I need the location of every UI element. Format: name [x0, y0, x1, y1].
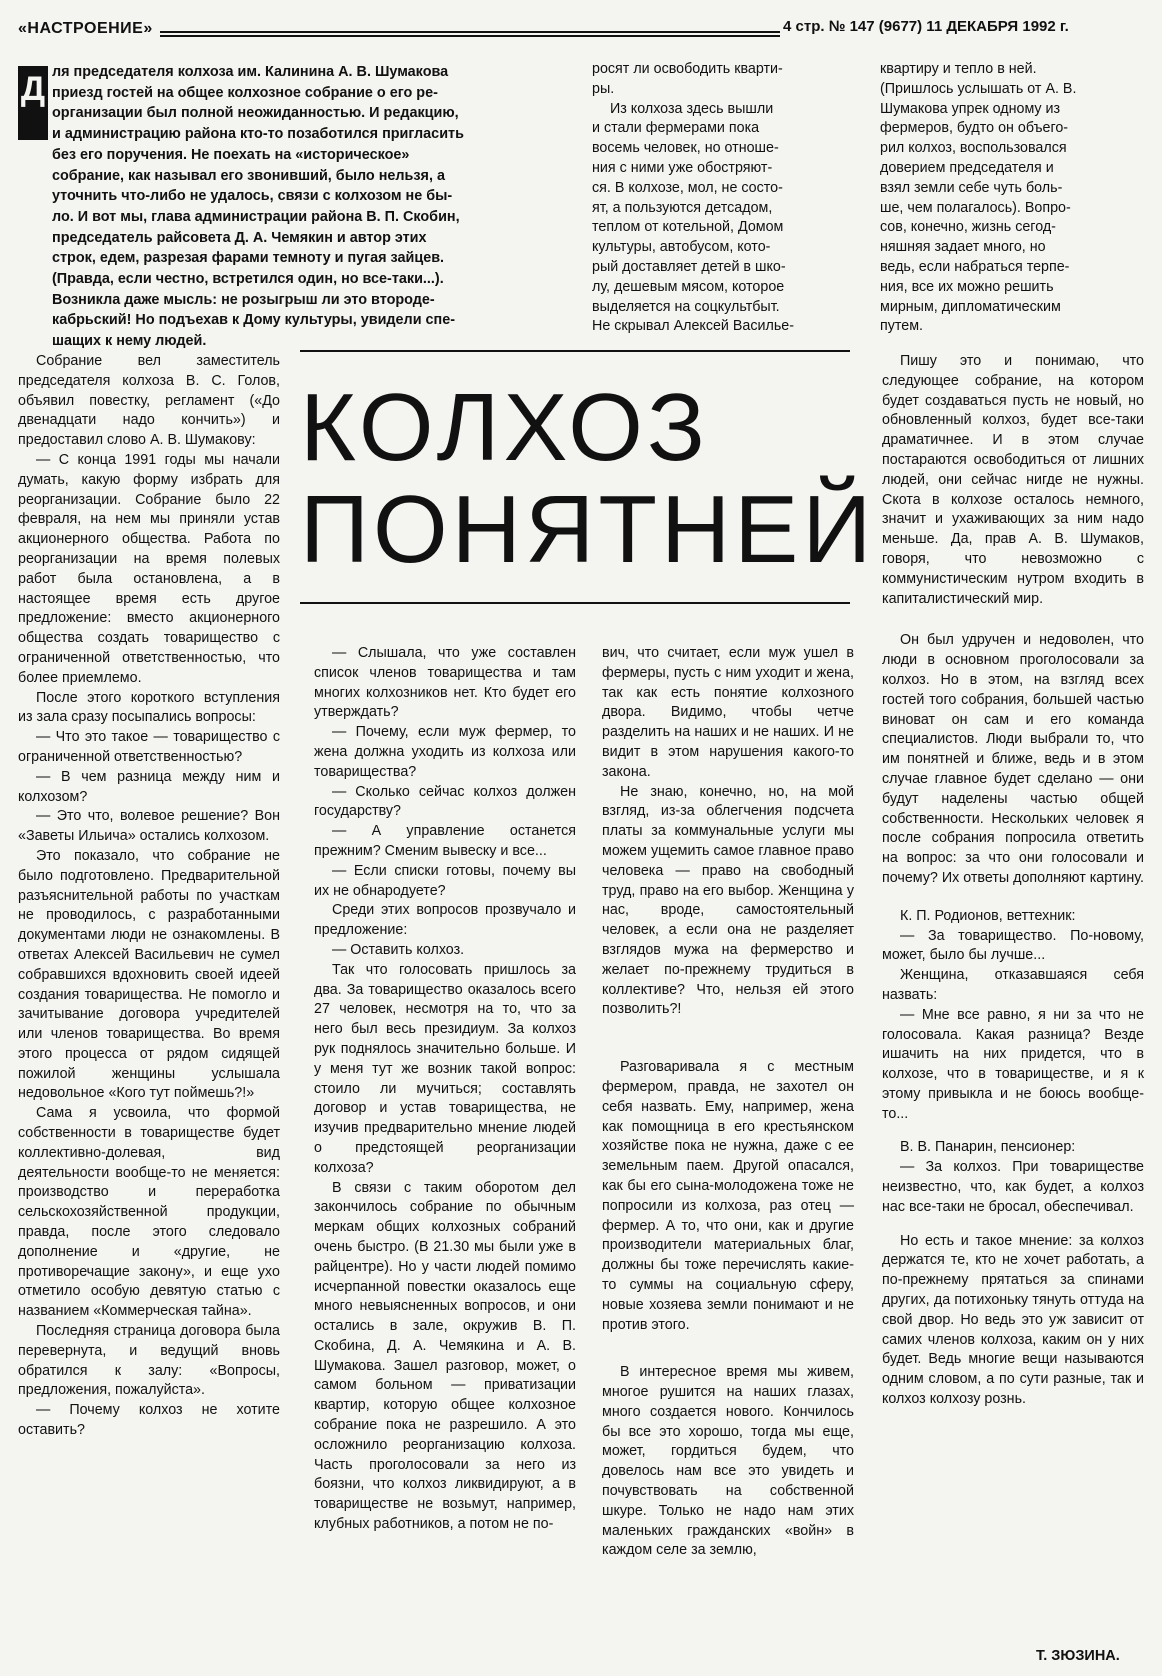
- text-line: Из колхоза здесь вышли: [610, 100, 774, 117]
- paragraph: — Оставить колхоз.: [332, 941, 465, 958]
- paragraph: Так что голосовать пришлось за два. За товарищество оказалось всего 27 человек, несмотря на то, что за него был весь президиум. За колхоз рук поднялось значительно больше. И у меня тут же возник такой вопрос: стоило ли мучиться; составлять договор и устав товарищества, не изучив предварительно мнение людей о предстоящей реорганизации колхоза?: [314, 961, 576, 1176]
- lead-line: организации был полной неожиданностью. И редакцию,: [52, 105, 459, 122]
- lead-line: Возникла даже мысль: не розыгрыш ли это второде-: [52, 291, 435, 308]
- header-rule: [160, 31, 780, 37]
- text-line: лу, дешевым мясом, которое: [592, 278, 785, 295]
- paragraph: Последняя страница договора была перевернута, и ведущий вновь обратился к залу: «Вопросы, предложения, пожалуйста».: [18, 1323, 280, 1399]
- text-line: и стали фермерами пока: [592, 120, 760, 137]
- lead-line: приезд гостей на общее колхозное собрание о его ре-: [52, 84, 438, 101]
- column-1: [18, 352, 280, 1441]
- text-line: фермеров, будто он объего-: [880, 120, 1069, 137]
- issue-info: 4 стр. № 147 (9677) 11 ДЕКАБРЯ 1992 г.: [783, 18, 1069, 35]
- headline-rule-bottom: [300, 602, 850, 604]
- paragraph: — Слышала, что уже составлен список членов товарищества и там многих колхозников нет. Кто будет его утверждать?: [314, 645, 576, 721]
- paragraph: После этого короткого вступления из зала сразу посыпались вопросы:: [18, 689, 280, 726]
- text-line: ше, чем полагалось). Вопро-: [880, 199, 1071, 216]
- text-line: Не скрывал Алексей Василье-: [592, 318, 795, 335]
- paragraph: Но есть и такое мнение: за колхоз держатся те, кто не хочет работать, а по-прежнему прятаться за спинами других, да потихоньку тянуть оттуда на свой двор. Но ведь это уж зависит от самих членов колхоза, каким он у них будет. Ведь многие вещи называются одним словом, а по сути разные, так и колхоз колхозу рознь.: [882, 1232, 1144, 1408]
- headline-line-2: ПОНЯТНЕЙ: [300, 476, 876, 583]
- lead-line: и администрацию района кто-то позаботился пригласить: [52, 126, 464, 143]
- paragraph: Собрание вел заместитель председателя колхоза В. С. Голов, объявил повестку, регламент («До двенадцати надо кончить») и предоставил слово А. В. Шумакову:: [18, 353, 280, 449]
- paragraph: В связи с таким оборотом дел закончилось собрание по обычным меркам общих колхозных собраний очень быстро. (В 21.30 мы были уже в райцентре). Но у части людей помимо исчерпанной повестки оказалось еще много невыясненных вопросов, и они остались в зале, окружив В. П. Скобина, Д. А. Чемякина и А. В. Шумакова. Зашел разговор, может, о самом больном — приватизации квартир, которую общее колхозное собрание пока не разрешило. А это осложнило реорганизацию колхоза. Часть проголосовали за него из боязни, что колхоз ликвидируют, а в товариществе не возьмут, например, клубных работников, а потом не по-: [314, 1179, 576, 1533]
- text-line: ры.: [592, 80, 615, 97]
- text-line: восемь человек, но отноше-: [592, 140, 779, 157]
- lead-line: шащих к нему людей.: [52, 333, 207, 350]
- lead-line: председатель райсовета Д. А. Чемякин и автор этих: [52, 229, 427, 246]
- paragraph: К. П. Родионов, веттехник:: [900, 907, 1076, 924]
- column-3: [602, 644, 854, 1561]
- section-label: «НАСТРОЕНИЕ»: [18, 20, 153, 37]
- text-line: доверием председателя и: [880, 159, 1054, 176]
- lead-line: (Правда, если честно, встретился один, но все-таки...).: [52, 271, 444, 288]
- text-line: няшняя задает много, но: [880, 239, 1046, 256]
- headline-line-1: КОЛХОЗ: [300, 374, 709, 481]
- paragraph: Женщина, отказавшаяся себя назвать:: [882, 967, 1144, 1003]
- paragraph: В. В. Панарин, пенсионер:: [900, 1139, 1076, 1156]
- lead-line: уточнить что-либо не удалось, связи с колхозом не бы-: [52, 188, 453, 205]
- paragraph: вич, что считает, если муж ушел в фермеры, пусть с ним уходит и жена, так как есть понятие колхозного двора. Видимо, чтобы четче разделить на наших и не наших. И не видит в этом нарушения какого-то закона.: [602, 645, 854, 780]
- column-top-right: [880, 60, 1142, 337]
- author-signature: Т. ЗЮЗИНА.: [1036, 1648, 1120, 1664]
- text-line: ведь, если набраться терпе-: [880, 258, 1070, 275]
- text-line: путем.: [880, 318, 924, 335]
- lead-line: ло. И вот мы, глава администрации района В. П. Скобин,: [52, 208, 460, 225]
- lead-paragraph: [52, 62, 540, 352]
- text-line: росят ли освободить кварти-: [592, 61, 783, 77]
- text-line: теплом от котельной, Домом: [592, 219, 784, 236]
- paragraph: Пишу это и понимаю, что следующее собрание, на котором будет создаваться пусть не новый, но обновленный колхоз, будет все-таки драматичнее. И в этом случае постараются освободиться от лишних людей, они сейчас нигде не нужны. Скота в колхозе осталось немного, значит и ухаживающих за ним надо меньше. Да, прав А. В. Шумаков, говоря, что невозможно с коммунистическим нутром входить в капиталистический мир.: [882, 353, 1144, 607]
- paragraph: — Мне все равно, я ни за что не голосовала. Какая разница? Везде ишачить на них придется, что в колхозе, что в товариществе, и я к этому привыкла и не боюсь вообще-то...: [882, 1006, 1144, 1122]
- lead-line: кабрьский! Но подъехав к Дому культуры, увидели спе-: [52, 312, 456, 329]
- text-line: культуры, автобусом, кото-: [592, 239, 771, 256]
- paragraph: Это показало, что собрание не было подготовлено. Предварительной разъяснительной работы по участкам не проводилось, с разработанными документами люди не ознакомлены. В ответах Алексей Васильевич не сумел собравшихся вдохновить своей идеей создания товарищества. Не помогло и зачитывание договора учредителей или членов товарищества. Во время этого процесса от рядом сидящей пожилой женщины услышала недовольное «Кого тут поймешь?!»: [18, 847, 280, 1102]
- paragraph: — Это что, волевое решение? Вон «Заветы Ильича» остались колхозом.: [18, 808, 280, 845]
- paragraph: — Что это такое — товарищество с ограниченной ответственностью?: [18, 729, 280, 765]
- text-line: ся. В колхозе, мол, не состо-: [592, 179, 783, 196]
- paragraph: — С конца 1991 годы мы начали думать, какую форму избрать для реорганизации. Собрание было 22 февраля, на нем мы приняли устав акционерного общества. Работа по реорганизации на время полевых работ была остановлена, а в настоящее время есть другое предложение: вместо акционерного общества создать товарищество с ограниченной ответственностью, что более приемлемо.: [18, 451, 280, 686]
- paragraph: — Почему, если муж фермер, то жена должна уходить из колхоза или товарищества?: [314, 724, 576, 780]
- paragraph: Разговаривала я с местным фермером, правда, не захотел он себя назвать. Ему, например, жена как помощница в его крестьянском хозяйстве пока не нужна, даже с ее земельным паем. Другой опасался, как бы его сына-молодожена тоже не попросили из колхоза, раз отец — фермер. А то, что они, как и другие производители материальных благ, должны бы тоже перечислять какие-то суммы на социальную сферу, новые хозяева земли понимают и не против этого.: [602, 1059, 854, 1333]
- text-line: мирным, дипломатическим: [880, 298, 1061, 315]
- text-line: взял земли себе чуть боль-: [880, 179, 1063, 196]
- paragraph: — А управление останется прежним? Сменим вывеску и все...: [314, 823, 576, 859]
- text-line: выделяется на соцкультбыт.: [592, 298, 780, 315]
- text-line: рый доставляет детей в шко-: [592, 258, 786, 275]
- text-line: рил колхоз, воспользовался: [880, 140, 1067, 157]
- paragraph: В интересное время мы живем, многое рушится на наших глазах, много создается нового. Кончилось бы все это хорошо, тогда мы еще, может, гордиться будем, что довелось нам все это увидеть и почувствовать на собственной шкуре. Только не надо нам этих маленьких гражданских «войн» в каждом селе за землю,: [602, 1364, 854, 1559]
- text-line: ят, а пользуются детсадом,: [592, 199, 773, 216]
- lead-line: ля председателя колхоза им. Калинина А. В. Шумакова: [52, 64, 449, 80]
- paragraph: — В чем разница между ним и колхозом?: [18, 768, 280, 805]
- paragraph: Среди этих вопросов прозвучало и предложение:: [314, 902, 576, 939]
- lead-line: без его поручения. Не поехать на «историческое»: [52, 146, 410, 163]
- paragraph: — За колхоз. При товариществе неизвестно, что, как будет, а колхоз нас все-таки не бросал, обеспечивал.: [882, 1159, 1144, 1215]
- lead-line: строк, едем, разрезая фарами темноту и пугая зайцев.: [52, 250, 445, 267]
- paragraph: Сама я усвоила, что формой собственности в товариществе будет коллективно-долевая, вид деятельности вообще-то не меняется: производство и переработка сельскохозяйственной продукции, правда, после этого следовало дополнение и «другие, не противоречащие закону», и еще уxo отметило особую девятую статью с названием «Коммерческая тайна».: [18, 1105, 280, 1320]
- paragraph: — Если списки готовы, почему вы их не обнародуете?: [314, 862, 576, 899]
- column-4: [882, 352, 1144, 1410]
- paragraph: Не знаю, конечно, но, на мой взгляд, из-за облегчения подсчета платы за коммунальные услуги мы можем ущемить самое главное право человека — право на свободный труд, право на его выбор. Женщина у нас, вроде, самостоятельный человек, а если она не разделяет взглядов мужа на фермерство и желает по-прежнему трудиться в коллективе? Что, нельзя ей этого позволить?!: [602, 783, 854, 1018]
- text-line: ния с ними уже обостряют-: [592, 159, 773, 176]
- text-line: сов, конечно, жизнь сегод-: [880, 219, 1056, 236]
- lead-line: собрание, как называл его звонивший, было нельзя, а: [52, 167, 445, 184]
- text-line: (Пришлось услышать от А. В.: [880, 80, 1077, 97]
- paragraph: — Почему колхоз не хотите оставить?: [18, 1402, 280, 1439]
- paragraph: — За товарищество. По-новому, может, было бы лучше...: [882, 927, 1144, 964]
- text-line: Шумакова упрек одному из: [880, 100, 1061, 117]
- paragraph: — Сколько сейчас колхоз должен государству?: [314, 783, 576, 820]
- column-2: [314, 644, 576, 1535]
- text-line: ния, все их можно решить: [880, 278, 1054, 295]
- text-line: квартиру и тепло в ней.: [880, 61, 1037, 77]
- column-top-middle: [592, 60, 842, 337]
- headline-rule-top: [300, 350, 850, 352]
- paragraph: Он был удручен и недоволен, что люди в основном проголосовали за колхоз. Но в этом, на взгляд всех гостей того собрания, большей частью виноват он сам и его команда специалистов. Люди выбрали то, что им понятней и ближе, ведь и в этом случае главное будет сделано — они будут наделены частью общей собственности. Нескольких человек я после собрания попросила ответить на вопрос: за что они голосовали и почему? Их ответы дополняют картину.: [882, 632, 1144, 886]
- drop-cap: Д: [18, 66, 48, 140]
